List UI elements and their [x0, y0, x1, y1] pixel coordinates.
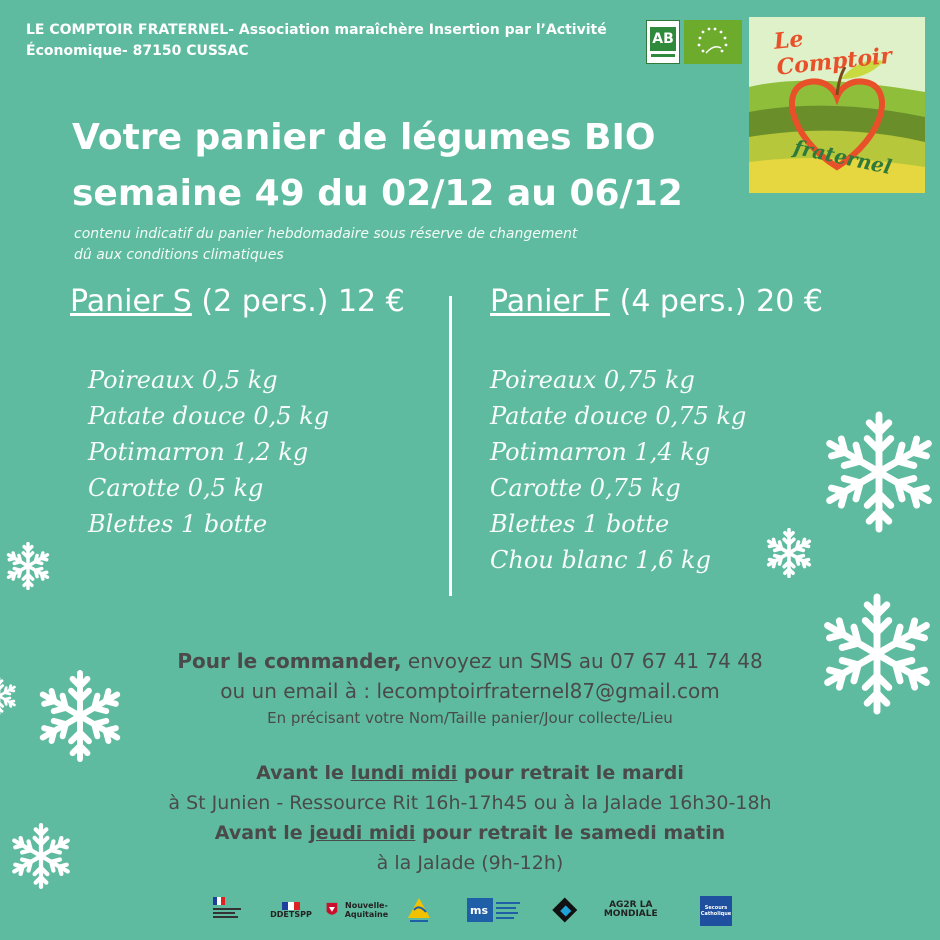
pickup-line1-a: Avant le — [256, 762, 351, 784]
notice-line-1: contenu indicatif du panier hebdomadaire sous réserve de changement — [74, 226, 578, 242]
list-item: Carotte 0,75 kg — [490, 474, 681, 502]
snowflake-icon — [820, 408, 938, 536]
ddetspp-label: DDETSPP — [270, 909, 312, 919]
organization-name — [26, 20, 646, 62]
order-details-line: En précisant votre Nom/Taille panier/Jour collecte/Lieu — [267, 709, 673, 727]
order-email-line: ou un email à : lecomptoirfraternel87@gmail.com — [220, 679, 720, 703]
ministry-logo — [208, 895, 248, 925]
ab-organic-logo — [646, 20, 680, 64]
basket-f-details: (4 pers.) 20 € — [619, 284, 823, 319]
msa-logo — [464, 895, 524, 925]
organization-line-2: Économique- 87150 CUSSAC — [26, 43, 249, 59]
pickup-saturday-location: à la Jalade (9h-12h) — [376, 852, 564, 874]
list-item: Potimarron 1,2 kg — [88, 438, 309, 466]
ag2r-label: AG2R LA MONDIALE — [603, 900, 658, 919]
pickup-line1-b: pour retrait le mardi — [457, 762, 684, 784]
basket-s-items — [88, 362, 329, 542]
basket-f-header — [490, 284, 823, 319]
notice-line-2: dû aux conditions climatiques — [74, 247, 284, 263]
list-item: Patate douce 0,5 kg — [88, 402, 330, 430]
pickup-tuesday-location: à St Junien - Ressource Rit 16h-17h45 ou à la Jalade 16h30-18h — [168, 792, 772, 814]
pickup-line3-b: pour retrait le samedi matin — [415, 822, 726, 844]
ag2r-logo — [552, 895, 680, 925]
haute-vienne-logo — [404, 895, 434, 925]
pickup-line3-a: Avant le — [214, 822, 310, 844]
pickup-line1-underlined: lundi midi — [350, 762, 458, 784]
basket-f-items — [490, 362, 746, 578]
region-label: Nouvelle-Aquitaine — [344, 901, 389, 919]
content-notice — [74, 224, 634, 266]
logo-text-top: Le Comptoir — [772, 25, 894, 81]
basket-f-name: Panier F — [490, 284, 611, 319]
le-comptoir-fraternel-logo — [749, 17, 925, 193]
snowflake-icon — [764, 528, 814, 578]
list-item: Carotte 0,5 kg — [88, 474, 264, 502]
svg-text:ms: ms — [469, 904, 488, 917]
pickup-line3-underlined: jeudi midi — [309, 822, 416, 844]
list-item: Poireaux 0,5 kg — [88, 366, 278, 394]
basket-s-header — [70, 284, 405, 319]
eu-organic-leaf-logo — [684, 20, 742, 64]
pickup-tuesday-deadline — [0, 759, 940, 787]
order-lead: Pour le commander, — [177, 649, 402, 673]
title-line-2: semaine 49 du 02/12 au 06/12 — [72, 173, 683, 214]
list-item: Blettes 1 botte — [88, 510, 268, 538]
secours-catholique-logo — [700, 896, 732, 926]
organization-line-1: LE COMPTOIR FRATERNEL- Association maraîchère Insertion par l’Activité — [26, 22, 607, 38]
column-divider — [449, 296, 452, 596]
list-item: Blettes 1 botte — [490, 510, 670, 538]
list-item: Chou blanc 1,6 kg — [490, 546, 711, 574]
page-title — [72, 110, 732, 222]
logo-text-bottom: fraternel — [791, 134, 894, 180]
snowflake-icon — [4, 542, 52, 590]
secours-label: Secours Catholique — [700, 905, 732, 917]
ddetspp-logo — [268, 895, 314, 925]
nouvelle-aquitaine-logo — [326, 895, 392, 925]
order-sms: envoyez un SMS au 07 67 41 74 48 — [401, 649, 763, 673]
list-item: Patate douce 0,75 kg — [490, 402, 747, 430]
title-line-1: Votre panier de légumes BIO — [72, 117, 656, 158]
ab-label: AB — [650, 27, 676, 51]
basket-s-name: Panier S — [70, 284, 192, 319]
list-item: Poireaux 0,75 kg — [490, 366, 695, 394]
pickup-saturday-deadline — [0, 819, 940, 847]
order-sms-line — [0, 647, 940, 675]
list-item: Potimarron 1,4 kg — [490, 438, 711, 466]
basket-s-details: (2 pers.) 12 € — [201, 284, 405, 319]
